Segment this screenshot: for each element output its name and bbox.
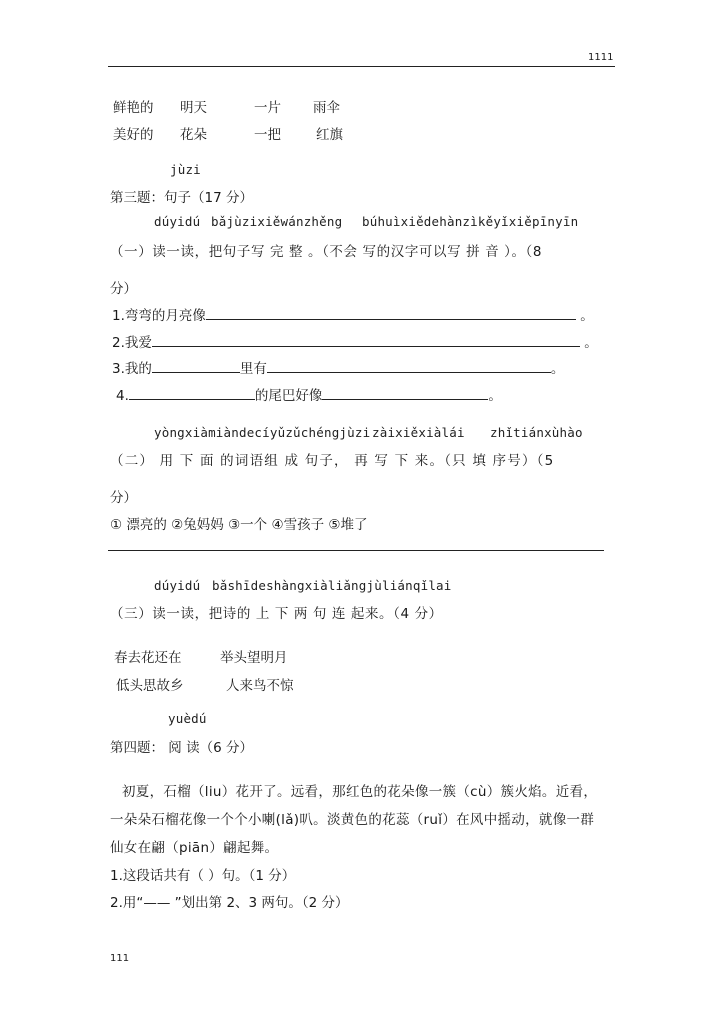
poem-line-left-2[interactable]: 低头思故乡 — [116, 678, 184, 694]
footer-page-code: 111 — [110, 953, 130, 964]
section3-pinyin: jùzi — [170, 162, 201, 177]
answer-blank[interactable] — [322, 387, 488, 400]
word-adj-1: 鲜艳的 — [113, 100, 154, 116]
poem-line-right-2[interactable]: 人来鸟不惊 — [226, 678, 294, 694]
fill-item-3-suffix: 。 — [550, 361, 565, 377]
part2-title-cont: 分） — [110, 490, 137, 506]
part3-pinyin-1: dúyidú — [154, 578, 201, 593]
fill-item-1 — [112, 304, 594, 324]
word-noun-2: 雨伞 — [313, 100, 340, 116]
fill-item-4-suffix: 。 — [488, 388, 502, 404]
part2-title: （二） 用 下 面 的词语组 成 句子， 再 写 下 来。（只 填 序号）（5 — [110, 453, 555, 469]
section4-pinyin: yuèdú — [168, 711, 207, 726]
fill-item-2 — [112, 331, 598, 351]
section4-title: 第四题： 阅 读（6 分） — [110, 740, 253, 756]
fill-item-1-prefix: 1.弯弯的月亮像 — [112, 308, 206, 324]
word-qty-2: 一把 — [254, 127, 281, 143]
poem-line-right-1[interactable]: 举头望明月 — [220, 650, 288, 666]
header-rule — [108, 66, 615, 67]
fill-item-3-prefix: 3.我的 — [112, 361, 152, 377]
question-1: 1.这段话共有（ ）句。（1 分） — [110, 868, 296, 884]
passage-line-3: 仙女在翩（piān）翩起舞。 — [110, 840, 279, 856]
passage-line-1: 初夏，石榴（liu）花开了。远看，那红色的花朵像一簇（cù）簇火焰。近看， — [122, 784, 598, 800]
part1-pinyin-2: bǎjùzixiěwánzhěng — [211, 214, 343, 229]
answer-blank[interactable] — [152, 334, 580, 347]
part1-pinyin-1: dúyidú — [154, 214, 201, 229]
word-noun-3: 花朵 — [180, 127, 207, 143]
part3-title: （三）读一读，把诗的 上 下 两 句 连 起来。（4 分） — [110, 606, 443, 622]
fill-item-4-prefix: 4. — [116, 388, 129, 404]
fill-item-3 — [112, 357, 564, 377]
fill-item-1-suffix: 。 — [580, 308, 594, 324]
fill-item-4-middle: 的尾巴好像 — [254, 388, 323, 404]
poem-line-left-1[interactable]: 春去花还在 — [114, 650, 182, 666]
word-noun-1: 明天 — [180, 100, 207, 116]
answer-blank[interactable] — [152, 360, 240, 373]
section3-title: 第三题：句子（17 分） — [110, 190, 253, 206]
answer-blank[interactable] — [129, 387, 255, 400]
answer-blank[interactable] — [206, 307, 576, 320]
fill-item-3-middle: 里有 — [239, 361, 267, 377]
passage-line-2: 一朵朵石榴花像一个个小喇(lǎ)叭。淡黄色的花蕊（ruǐ）在风中摇动，就像一群 — [110, 812, 595, 828]
answer-line[interactable] — [108, 550, 604, 551]
part2-pinyin-1: yòngxiàmiàndecíyǔzǔchéngjùzi — [154, 425, 371, 440]
part3-pinyin-2: bǎshīdeshàngxiàliǎngjùliánqǐlai — [212, 578, 452, 593]
answer-blank[interactable] — [267, 360, 551, 373]
question-2: 2.用“—— ”划出第 2、3 两句。（2 分） — [110, 895, 349, 911]
word-adj-2: 美好的 — [113, 127, 154, 143]
header-page-code: 1111 — [588, 52, 614, 63]
part1-title-cont: 分） — [110, 281, 137, 297]
part2-pinyin-2: zàixiěxiàlái — [372, 425, 465, 440]
fill-item-4 — [116, 384, 502, 404]
word-noun-4: 红旗 — [316, 127, 343, 143]
part1-title: （一）读一读，把句子写 完 整 。（不会 写的汉字可以写 拼 音 ）。（8 — [110, 244, 543, 260]
part2-pinyin-3: zhǐtiánxùhào — [490, 425, 583, 440]
word-qty-1: 一片 — [254, 100, 281, 116]
part2-options: ① 漂亮的 ②兔妈妈 ③一个 ④雪孩子 ⑤堆了 — [110, 517, 368, 533]
fill-item-2-prefix: 2.我爱 — [112, 335, 152, 351]
fill-item-2-suffix: 。 — [584, 335, 598, 351]
part1-pinyin-3: búhuìxiědehànzìkěyǐxiěpīnyīn — [362, 214, 579, 229]
